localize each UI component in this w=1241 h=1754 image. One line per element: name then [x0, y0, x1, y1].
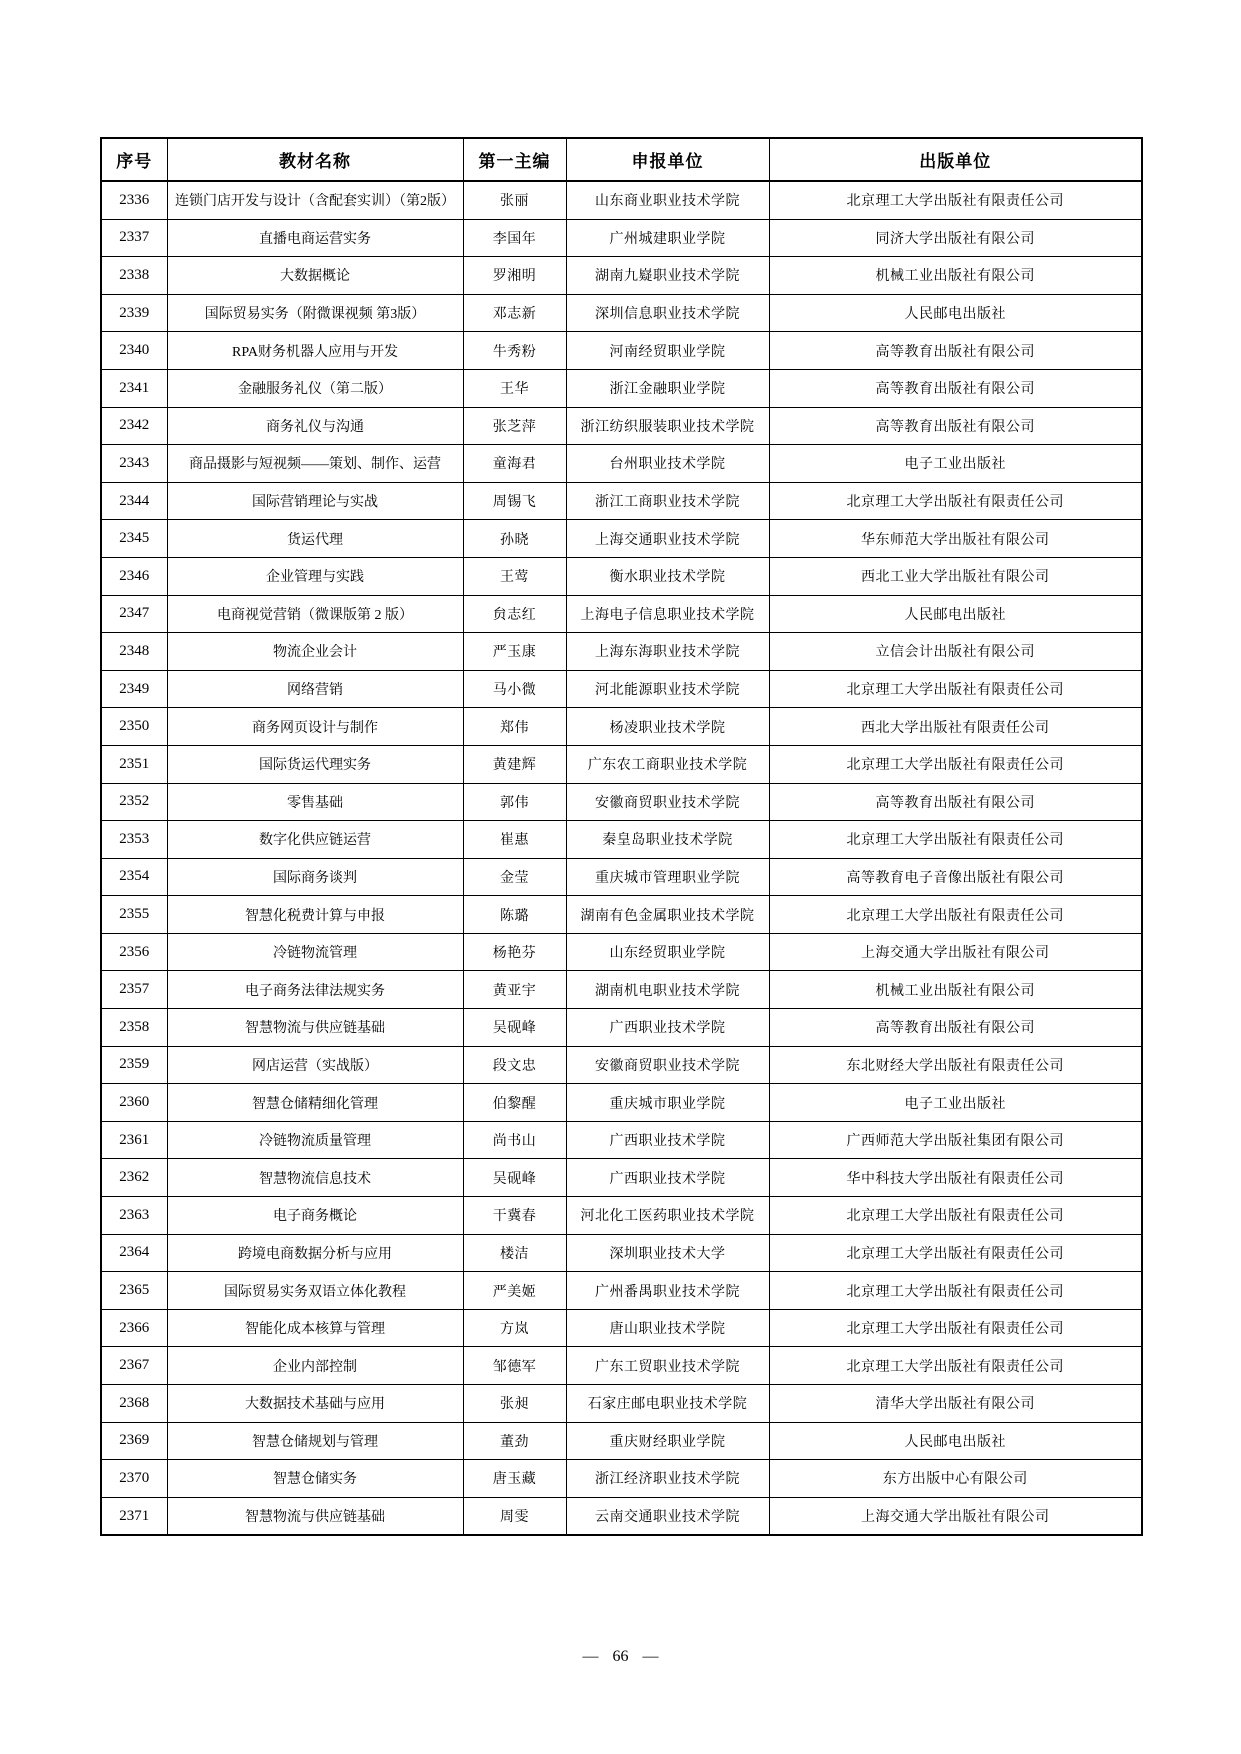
cell-applicant: 上海东海职业技术学院	[566, 633, 769, 671]
cell-title: 智慧物流信息技术	[167, 1159, 463, 1197]
cell-title: 商务网页设计与制作	[167, 708, 463, 746]
cell-publisher: 北京理工大学出版社有限责任公司	[769, 1197, 1142, 1235]
cell-applicant: 广东农工商职业技术学院	[566, 745, 769, 783]
cell-applicant: 上海电子信息职业技术学院	[566, 595, 769, 633]
table-row	[101, 294, 1142, 332]
cell-applicant: 浙江工商职业技术学院	[566, 482, 769, 520]
cell-publisher: 上海交通大学出版社有限公司	[769, 933, 1142, 971]
cell-editor: 贠志红	[463, 595, 566, 633]
cell-editor: 邹德军	[463, 1347, 566, 1385]
cell-publisher: 北京理工大学出版社有限责任公司	[769, 896, 1142, 934]
cell-publisher: 人民邮电出版社	[769, 595, 1142, 633]
cell-publisher: 高等教育出版社有限公司	[769, 407, 1142, 445]
cell-editor: 周锡飞	[463, 482, 566, 520]
table-row	[101, 595, 1142, 633]
table-row	[101, 1159, 1142, 1197]
cell-seq: 2357	[101, 971, 167, 1009]
col-header-title: 教材名称	[167, 138, 463, 181]
cell-applicant: 河北能源职业技术学院	[566, 670, 769, 708]
cell-editor: 郭伟	[463, 783, 566, 821]
cell-applicant: 上海交通职业技术学院	[566, 520, 769, 558]
cell-applicant: 浙江经济职业技术学院	[566, 1460, 769, 1498]
cell-seq: 2345	[101, 520, 167, 558]
cell-editor: 唐玉藏	[463, 1460, 566, 1498]
cell-editor: 邓志新	[463, 294, 566, 332]
cell-applicant: 秦皇岛职业技术学院	[566, 821, 769, 859]
cell-publisher: 北京理工大学出版社有限责任公司	[769, 1234, 1142, 1272]
table-header-row	[101, 138, 1142, 181]
cell-seq: 2365	[101, 1272, 167, 1310]
cell-title: 金融服务礼仪（第二版）	[167, 369, 463, 407]
cell-editor: 崔惠	[463, 821, 566, 859]
cell-publisher: 北京理工大学出版社有限责任公司	[769, 482, 1142, 520]
table-row	[101, 482, 1142, 520]
cell-title: 大数据技术基础与应用	[167, 1385, 463, 1423]
cell-seq: 2348	[101, 633, 167, 671]
cell-applicant: 广西职业技术学院	[566, 1159, 769, 1197]
cell-seq: 2363	[101, 1197, 167, 1235]
cell-publisher: 高等教育出版社有限公司	[769, 332, 1142, 370]
cell-applicant: 浙江纺织服装职业技术学院	[566, 407, 769, 445]
cell-title: 企业内部控制	[167, 1347, 463, 1385]
cell-applicant: 安徽商贸职业技术学院	[566, 783, 769, 821]
cell-publisher: 北京理工大学出版社有限责任公司	[769, 670, 1142, 708]
cell-applicant: 深圳职业技术大学	[566, 1234, 769, 1272]
table-row	[101, 858, 1142, 896]
cell-editor: 董劲	[463, 1422, 566, 1460]
cell-seq: 2342	[101, 407, 167, 445]
cell-publisher: 东方出版中心有限公司	[769, 1460, 1142, 1498]
cell-title: 冷链物流质量管理	[167, 1121, 463, 1159]
cell-applicant: 湖南有色金属职业技术学院	[566, 896, 769, 934]
cell-seq: 2364	[101, 1234, 167, 1272]
cell-publisher: 西北大学出版社有限责任公司	[769, 708, 1142, 746]
cell-publisher: 广西师范大学出版社集团有限公司	[769, 1121, 1142, 1159]
cell-editor: 伯黎醒	[463, 1084, 566, 1122]
cell-publisher: 高等教育电子音像出版社有限公司	[769, 858, 1142, 896]
cell-seq: 2336	[101, 181, 167, 219]
cell-title: 智能化成本核算与管理	[167, 1309, 463, 1347]
cell-applicant: 重庆城市管理职业学院	[566, 858, 769, 896]
textbook-table	[100, 137, 1143, 1536]
table-row	[101, 1009, 1142, 1047]
cell-seq: 2341	[101, 369, 167, 407]
cell-publisher: 高等教育出版社有限公司	[769, 1009, 1142, 1047]
cell-publisher: 清华大学出版社有限公司	[769, 1385, 1142, 1423]
cell-title: 直播电商运营实务	[167, 219, 463, 257]
cell-applicant: 河南经贸职业学院	[566, 332, 769, 370]
table-row	[101, 971, 1142, 1009]
table-row	[101, 1422, 1142, 1460]
cell-editor: 孙晓	[463, 520, 566, 558]
cell-title: 商务礼仪与沟通	[167, 407, 463, 445]
cell-editor: 干冀春	[463, 1197, 566, 1235]
cell-seq: 2343	[101, 445, 167, 483]
table-row	[101, 257, 1142, 295]
cell-seq: 2344	[101, 482, 167, 520]
cell-publisher: 电子工业出版社	[769, 445, 1142, 483]
cell-title: 智慧仓储精细化管理	[167, 1084, 463, 1122]
cell-applicant: 广东工贸职业技术学院	[566, 1347, 769, 1385]
cell-title: 国际贸易实务（附微课视频 第3版）	[167, 294, 463, 332]
cell-title: 连锁门店开发与设计（含配套实训）（第2版）	[167, 181, 463, 219]
cell-title: 国际商务谈判	[167, 858, 463, 896]
cell-applicant: 重庆财经职业学院	[566, 1422, 769, 1460]
cell-seq: 2349	[101, 670, 167, 708]
table-row	[101, 670, 1142, 708]
cell-editor: 尚书山	[463, 1121, 566, 1159]
cell-editor: 杨艳芬	[463, 933, 566, 971]
table-row	[101, 933, 1142, 971]
cell-editor: 牛秀粉	[463, 332, 566, 370]
cell-publisher: 东北财经大学出版社有限责任公司	[769, 1046, 1142, 1084]
cell-editor: 金莹	[463, 858, 566, 896]
cell-title: 国际贸易实务双语立体化教程	[167, 1272, 463, 1310]
cell-title: 电商视觉营销（微课版第 2 版）	[167, 595, 463, 633]
cell-publisher: 西北工业大学出版社有限公司	[769, 557, 1142, 595]
table-row	[101, 520, 1142, 558]
cell-title: 电子商务概论	[167, 1197, 463, 1235]
cell-editor: 严美姬	[463, 1272, 566, 1310]
table-row	[101, 745, 1142, 783]
table-row	[101, 896, 1142, 934]
cell-editor: 方岚	[463, 1309, 566, 1347]
footer-dash-left: —	[582, 1648, 599, 1665]
cell-publisher: 上海交通大学出版社有限公司	[769, 1497, 1142, 1535]
cell-applicant: 深圳信息职业技术学院	[566, 294, 769, 332]
cell-editor: 段文忠	[463, 1046, 566, 1084]
table-body	[101, 181, 1142, 1535]
cell-editor: 吴砚峰	[463, 1009, 566, 1047]
cell-publisher: 人民邮电出版社	[769, 1422, 1142, 1460]
table-row	[101, 557, 1142, 595]
cell-editor: 王莺	[463, 557, 566, 595]
cell-seq: 2362	[101, 1159, 167, 1197]
footer-dash-right: —	[642, 1648, 659, 1665]
cell-publisher: 机械工业出版社有限公司	[769, 257, 1142, 295]
col-header-applicant: 申报单位	[566, 138, 769, 181]
cell-applicant: 广州城建职业学院	[566, 219, 769, 257]
cell-seq: 2359	[101, 1046, 167, 1084]
cell-title: 网店运营（实战版）	[167, 1046, 463, 1084]
cell-applicant: 广州番禺职业技术学院	[566, 1272, 769, 1310]
cell-publisher: 机械工业出版社有限公司	[769, 971, 1142, 1009]
cell-applicant: 浙江金融职业学院	[566, 369, 769, 407]
cell-applicant: 台州职业技术学院	[566, 445, 769, 483]
cell-seq: 2370	[101, 1460, 167, 1498]
table-row	[101, 1497, 1142, 1535]
cell-title: 电子商务法律法规实务	[167, 971, 463, 1009]
cell-title: 冷链物流管理	[167, 933, 463, 971]
cell-editor: 陈璐	[463, 896, 566, 934]
cell-applicant: 云南交通职业技术学院	[566, 1497, 769, 1535]
table-row	[101, 407, 1142, 445]
cell-seq: 2350	[101, 708, 167, 746]
cell-seq: 2338	[101, 257, 167, 295]
cell-title: 智慧仓储实务	[167, 1460, 463, 1498]
cell-title: 大数据概论	[167, 257, 463, 295]
cell-publisher: 华中科技大学出版社有限责任公司	[769, 1159, 1142, 1197]
cell-publisher: 立信会计出版社有限公司	[769, 633, 1142, 671]
cell-applicant: 广西职业技术学院	[566, 1009, 769, 1047]
cell-title: 网络营销	[167, 670, 463, 708]
cell-applicant: 石家庄邮电职业技术学院	[566, 1385, 769, 1423]
cell-seq: 2358	[101, 1009, 167, 1047]
cell-seq: 2340	[101, 332, 167, 370]
footer-page-number: 66	[612, 1648, 629, 1665]
cell-seq: 2354	[101, 858, 167, 896]
table-row	[101, 1309, 1142, 1347]
cell-title: 国际营销理论与实战	[167, 482, 463, 520]
cell-seq: 2369	[101, 1422, 167, 1460]
col-header-editor: 第一主编	[463, 138, 566, 181]
table-row	[101, 1460, 1142, 1498]
cell-applicant: 杨凌职业技术学院	[566, 708, 769, 746]
cell-applicant: 广西职业技术学院	[566, 1121, 769, 1159]
table-row	[101, 633, 1142, 671]
table-row	[101, 369, 1142, 407]
table-row	[101, 821, 1142, 859]
cell-title: RPA财务机器人应用与开发	[167, 332, 463, 370]
table-row	[101, 1234, 1142, 1272]
cell-editor: 张芝萍	[463, 407, 566, 445]
cell-applicant: 湖南机电职业技术学院	[566, 971, 769, 1009]
cell-publisher: 高等教育出版社有限公司	[769, 783, 1142, 821]
cell-applicant: 安徽商贸职业技术学院	[566, 1046, 769, 1084]
cell-title: 国际货运代理实务	[167, 745, 463, 783]
cell-applicant: 山东经贸职业学院	[566, 933, 769, 971]
table-row	[101, 1121, 1142, 1159]
cell-editor: 黄建辉	[463, 745, 566, 783]
cell-editor: 张昶	[463, 1385, 566, 1423]
cell-seq: 2351	[101, 745, 167, 783]
table-row	[101, 445, 1142, 483]
table-row	[101, 708, 1142, 746]
cell-seq: 2367	[101, 1347, 167, 1385]
cell-editor: 吴砚峰	[463, 1159, 566, 1197]
table-row	[101, 1347, 1142, 1385]
cell-applicant: 山东商业职业技术学院	[566, 181, 769, 219]
table-row	[101, 1272, 1142, 1310]
cell-title: 零售基础	[167, 783, 463, 821]
cell-seq: 2371	[101, 1497, 167, 1535]
cell-seq: 2356	[101, 933, 167, 971]
cell-title: 企业管理与实践	[167, 557, 463, 595]
cell-seq: 2352	[101, 783, 167, 821]
cell-publisher: 北京理工大学出版社有限责任公司	[769, 1272, 1142, 1310]
cell-seq: 2361	[101, 1121, 167, 1159]
page-footer	[0, 1648, 1241, 1666]
table-row	[101, 1046, 1142, 1084]
cell-seq: 2346	[101, 557, 167, 595]
cell-seq: 2366	[101, 1309, 167, 1347]
cell-applicant: 衡水职业技术学院	[566, 557, 769, 595]
cell-publisher: 北京理工大学出版社有限责任公司	[769, 745, 1142, 783]
cell-seq: 2355	[101, 896, 167, 934]
cell-editor: 李国年	[463, 219, 566, 257]
cell-applicant: 唐山职业技术学院	[566, 1309, 769, 1347]
cell-seq: 2337	[101, 219, 167, 257]
cell-publisher: 北京理工大学出版社有限责任公司	[769, 821, 1142, 859]
col-header-seq: 序号	[101, 138, 167, 181]
col-header-publisher: 出版单位	[769, 138, 1142, 181]
cell-title: 货运代理	[167, 520, 463, 558]
cell-title: 智慧物流与供应链基础	[167, 1009, 463, 1047]
cell-seq: 2353	[101, 821, 167, 859]
cell-editor: 童海君	[463, 445, 566, 483]
cell-editor: 黄亚宇	[463, 971, 566, 1009]
table-row	[101, 1385, 1142, 1423]
table-row	[101, 332, 1142, 370]
cell-editor: 马小微	[463, 670, 566, 708]
cell-title: 智慧仓储规划与管理	[167, 1422, 463, 1460]
table-row	[101, 219, 1142, 257]
cell-title: 智慧化税费计算与申报	[167, 896, 463, 934]
cell-applicant: 重庆城市职业学院	[566, 1084, 769, 1122]
cell-editor: 周雯	[463, 1497, 566, 1535]
cell-applicant: 河北化工医药职业技术学院	[566, 1197, 769, 1235]
cell-publisher: 高等教育出版社有限公司	[769, 369, 1142, 407]
cell-editor: 张丽	[463, 181, 566, 219]
cell-publisher: 北京理工大学出版社有限责任公司	[769, 1309, 1142, 1347]
cell-seq: 2360	[101, 1084, 167, 1122]
cell-title: 跨境电商数据分析与应用	[167, 1234, 463, 1272]
cell-publisher: 同济大学出版社有限公司	[769, 219, 1142, 257]
table-row	[101, 181, 1142, 219]
cell-publisher: 华东师范大学出版社有限公司	[769, 520, 1142, 558]
cell-editor: 严玉康	[463, 633, 566, 671]
cell-seq: 2339	[101, 294, 167, 332]
cell-title: 物流企业会计	[167, 633, 463, 671]
cell-editor: 郑伟	[463, 708, 566, 746]
cell-seq: 2347	[101, 595, 167, 633]
cell-editor: 楼洁	[463, 1234, 566, 1272]
cell-seq: 2368	[101, 1385, 167, 1423]
cell-publisher: 人民邮电出版社	[769, 294, 1142, 332]
cell-publisher: 北京理工大学出版社有限责任公司	[769, 1347, 1142, 1385]
table-row	[101, 1197, 1142, 1235]
cell-publisher: 北京理工大学出版社有限责任公司	[769, 181, 1142, 219]
table-row	[101, 783, 1142, 821]
cell-title: 数字化供应链运营	[167, 821, 463, 859]
cell-title: 商品摄影与短视频——策划、制作、运营	[167, 445, 463, 483]
cell-applicant: 湖南九嶷职业技术学院	[566, 257, 769, 295]
cell-editor: 王华	[463, 369, 566, 407]
cell-title: 智慧物流与供应链基础	[167, 1497, 463, 1535]
table-row	[101, 1084, 1142, 1122]
cell-publisher: 电子工业出版社	[769, 1084, 1142, 1122]
cell-editor: 罗湘明	[463, 257, 566, 295]
